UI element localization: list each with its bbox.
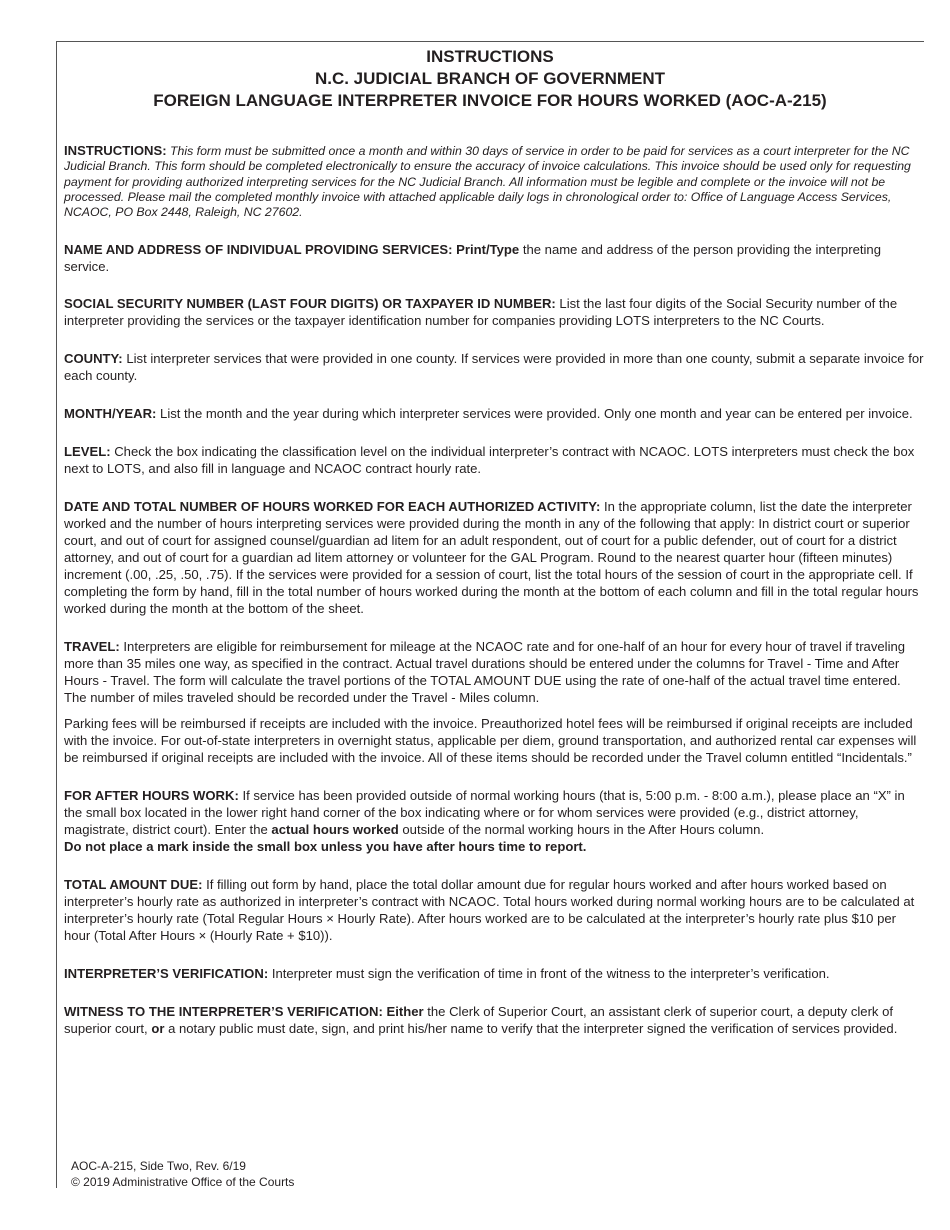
intro-paragraph [64, 143, 924, 220]
section-verification [64, 965, 924, 982]
section-text: List the last four digits of the Social Security number of the interpreter providing the services or the taxpayer identification number for companies providing LOTS interpreters to the NC Courts. [64, 296, 898, 329]
section-label: INTERPRETER’S VERIFICATION: [64, 966, 269, 982]
section-county [64, 350, 924, 384]
section-ssn [64, 295, 924, 329]
section-text: List interpreter services that were provided in one county. If services were provided in more than one county, submit a separate invoice for each county. [64, 351, 924, 384]
section-text: If service has been provided outside of normal working hours (that is, 5:00 p.m. - 8:00 a.m.), please place an “X” in the small box located in the lower right hand corner of the box indicating where or for whom services were provided (e.g., district attorney, magistrate, district court). Enter the [64, 788, 905, 838]
section-label: FOR AFTER HOURS WORK: [64, 788, 239, 804]
section-label: LEVEL: [64, 444, 111, 460]
header-form-title: FOREIGN LANGUAGE INTERPRETER INVOICE FOR HOURS WORKED (AOC-A-215) [153, 91, 827, 110]
section-label: WITNESS TO THE INTERPRETER’S VERIFICATION: [64, 1004, 383, 1020]
section-text: Check the box indicating the classification level on the individual interpreter’s contract with NCAOC. LOTS interpreters must check the box next to LOTS, and also fill in language and NCAOC contract hourly rate. [64, 444, 915, 477]
intro-label: INSTRUCTIONS: [64, 143, 167, 158]
section-text-continued: a notary public must date, sign, and print his/her name to verify that the interpreter signed the verification of services provided. [168, 1021, 898, 1037]
section-month-year [64, 405, 924, 422]
section-total-due [64, 876, 924, 944]
instructions-content [64, 143, 924, 1037]
copyright: © 2019 Administrative Office of the Courts [71, 1174, 295, 1189]
section-text: the name and address of the person providing the interpreting service. [64, 242, 881, 275]
page-border-left [56, 41, 57, 1188]
section-bold-text: or [151, 1021, 165, 1037]
section-travel [64, 638, 924, 706]
section-after-hours [64, 787, 924, 855]
form-id: AOC-A-215, Side Two, Rev. 6/19 [71, 1159, 246, 1173]
header-title: INSTRUCTIONS [426, 47, 554, 66]
section-label: SOCIAL SECURITY NUMBER (LAST FOUR DIGITS) OR TAXPAYER ID NUMBER: [64, 296, 556, 312]
section-parking [64, 715, 924, 766]
section-label: NAME AND ADDRESS OF INDIVIDUAL PROVIDING SERVICES: [64, 242, 453, 258]
intro-text: This form must be submitted once a month and within 30 days of service in order to be paid for services as a court interpreter for the NC Judicial Branch. This form should be completed electronically to ensure the accuracy of invoice calculations. This invoice should be used only for requesting payment for providing authorized interpreting services for the NC Judicial Branch. All information must be legible and complete or the invoice will not be processed. Please mail the completed monthly invoice with attached applicable daily logs in chronological order to: Office of Language Access Services, NCAOC, PO Box 2448, Raleigh, NC 27602. [64, 144, 911, 220]
page-border-top [56, 41, 924, 42]
section-label: DATE AND TOTAL NUMBER OF HOURS WORKED FOR EACH AUTHORIZED ACTIVITY: [64, 499, 601, 515]
section-witness [64, 1003, 924, 1037]
page-footer [71, 1159, 294, 1190]
section-text: Interpreter must sign the verification of time in front of the witness to the interpreter’s verification. [271, 966, 830, 982]
section-text: In the appropriate column, list the date the interpreter worked and the number of hours interpreting services were provided during the month in any of the following that apply: In district court or superior court, and out of court for assigned counsel/guardian ad litem for an adult respondent, out of court for a public defender, out of court for a district attorney, and out of court for a guardian ad litem attorney or volunteer for the GAL Program. Round to the nearest quarter hour (fifteen minutes) increment (.00, .25, .50, .75). If the services were provided for a session of court, list the total hours of the session of court in the appropriate cell. If completing the form by hand, fill in the total number of hours worked during the month at the bottom of each column and fill in the total regular hours worked during the month at the bottom of the sheet. [64, 499, 919, 617]
section-bold-text: Either [386, 1004, 424, 1020]
section-level [64, 443, 924, 477]
section-date-hours [64, 498, 924, 617]
section-text: the Clerk of Superior Court, an assistant clerk of superior court, a deputy clerk of superior court, [64, 1004, 894, 1037]
section-text: If filling out form by hand, place the total dollar amount due for regular hours worked and after hours worked based on interpreter’s hourly rate as authorized in interpreter’s contract with NCAOC. Total hours worked during normal working hours are to be calculated at interpreter’s hourly rate (Total Regular Hours × Hourly Rate). After hours worked are to be calculated at the interpreter’s hourly rate plus $10 per hour (Total After Hours × (Hourly Rate + $10)). [64, 877, 915, 944]
section-text: Parking fees will be reimbursed if receipts are included with the invoice. Preauthorized hotel fees will be reimbursed if original receipts are included with the invoice. For out-of-state interpreters in overnight status, applicable per diem, ground transportation, and authorized rental car expenses will be reimbursed if original receipts are included with the invoice. All of these items should be recorded under the Travel column entitled “Incidentals.” [64, 716, 917, 766]
section-bold-text: actual hours worked [271, 822, 399, 838]
section-text-continued: outside of the normal working hours in the After Hours column. [402, 822, 765, 838]
section-label: MONTH/YEAR: [64, 406, 157, 422]
section-text: Interpreters are eligible for reimbursement for mileage at the NCAOC rate and for one-half of an hour for every hour of travel if traveling more than 35 miles one way, as specified in the contract. Actual travel durations should be entered under the columns for Travel - Time and After Hours - Travel. The form will calculate the travel portions of the TOTAL AMOUNT DUE using the rate of one-half of the actual travel time entered. The number of miles traveled should be recorded under the Travel - Miles column. [64, 639, 906, 706]
page-header [56, 46, 924, 112]
section-label: COUNTY: [64, 351, 123, 367]
section-name-address [64, 241, 924, 275]
header-branch: N.C. JUDICIAL BRANCH OF GOVERNMENT [314, 69, 666, 88]
after-hours-note: Do not place a mark inside the small box unless you have after hours time to report. [64, 839, 587, 855]
section-text: List the month and the year during which interpreter services were provided. Only one month and year can be entered per invoice. [160, 406, 913, 422]
section-bold-text: Print/Type [456, 242, 520, 258]
section-label: TRAVEL: [64, 639, 120, 655]
section-label: TOTAL AMOUNT DUE: [64, 877, 203, 893]
